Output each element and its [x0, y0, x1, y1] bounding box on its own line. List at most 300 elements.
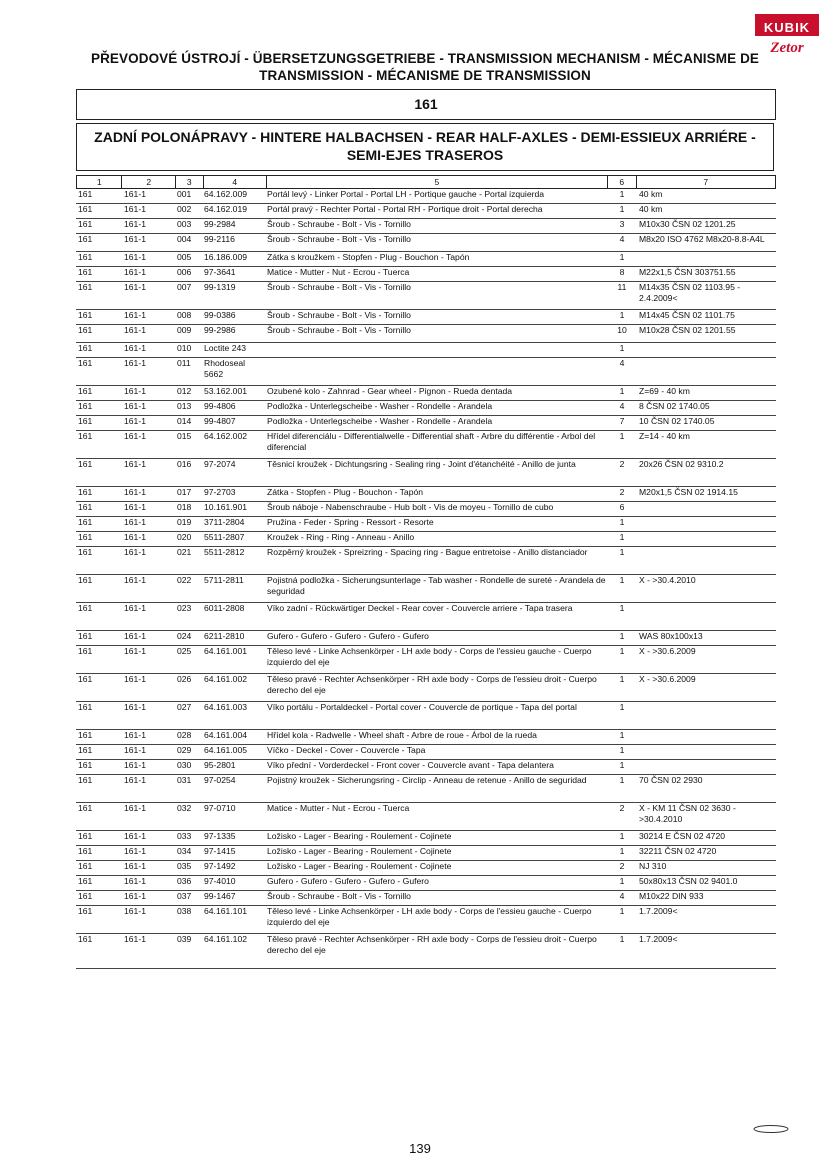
- table-row: [76, 876, 776, 891]
- table-cell-c2: 161-1: [124, 189, 146, 199]
- table-cell-c3: 012: [177, 386, 192, 396]
- table-cell-c4: 10.161.901: [204, 502, 248, 512]
- table-cell-c6: 1: [619, 431, 625, 441]
- table-cell-c3: 001: [177, 189, 192, 199]
- table-row: [76, 343, 776, 358]
- table-cell-c1: 161: [78, 267, 93, 277]
- table-cell-c1: 161: [78, 401, 93, 411]
- table-cell-c1: 161: [78, 386, 93, 396]
- table-cell-c1: 161: [78, 775, 93, 785]
- table-cell-c3: 029: [177, 745, 192, 755]
- table-cell-c1: 161: [78, 310, 93, 320]
- table-row: [76, 674, 776, 702]
- table-cell-c3: 022: [177, 575, 192, 585]
- table-cell-c7: 10 ČSN 02 1740.05: [639, 416, 715, 426]
- table-cell-c7: X - >30.4.2010: [639, 575, 696, 585]
- table-cell-c6: 4: [619, 358, 625, 368]
- table-cell-c2: 161-1: [124, 760, 146, 770]
- table-cell-c2: 161-1: [124, 876, 146, 886]
- table-cell-c4: 99-0386: [204, 310, 236, 320]
- table-cell-c4: 64.161.005: [204, 745, 248, 755]
- table-cell-c7: M10x30 ČSN 02 1201.25: [639, 219, 736, 229]
- table-cell-c4: 64.162.002: [204, 431, 248, 441]
- table-cell-c2: 161-1: [124, 358, 146, 368]
- table-cell-c6: 7: [619, 416, 625, 426]
- table-cell-c5: Pojistná podložka - Sicherungsunterlage - Tab washer - Rondelle de sureté - Arandela de seguridad: [267, 575, 606, 596]
- table-row: [76, 760, 776, 775]
- table-cell-c4: 99-1319: [204, 282, 236, 292]
- table-cell-c4: 99-2984: [204, 219, 236, 229]
- table-cell-c1: 161: [78, 702, 93, 712]
- table-cell-c7: Z=14 - 40 km: [639, 431, 690, 441]
- table-cell-c4: 64.161.003: [204, 702, 248, 712]
- logo-brand: KUBIK: [755, 14, 819, 36]
- table-cell-c5: Pojistný kroužek - Sicherungsring - Circlip - Anneau de retenue - Anillo de seguridad: [267, 775, 587, 785]
- table-cell-c2: 161-1: [124, 745, 146, 755]
- table-cell-c4: 99-1467: [204, 891, 236, 901]
- table-cell-c7: 8 ČSN 02 1740.05: [639, 401, 710, 411]
- table-cell-c5: Víko zadní - Rückwärtiger Deckel - Rear cover - Couvercle arriere - Tapa trasera: [267, 603, 573, 613]
- table-cell-c1: 161: [78, 846, 93, 856]
- table-cell-c1: 161: [78, 325, 93, 335]
- table-cell-c2: 161-1: [124, 325, 146, 335]
- table-cell-c7: 30214 E ČSN 02 4720: [639, 831, 726, 841]
- table-cell-c7: 32211 ČSN 02 4720: [639, 846, 717, 856]
- table-cell-c7: [636, 547, 776, 574]
- table-cell-c6: 1: [619, 343, 625, 353]
- table-cell-c7: [636, 252, 776, 266]
- table-cell-c7: 1.7.2009<: [639, 906, 678, 916]
- table-cell-c1: 161: [78, 502, 93, 512]
- table-cell-c2: 161-1: [124, 891, 146, 901]
- table-cell-c2: 161-1: [124, 204, 146, 214]
- table-cell-c4: 97-4010: [204, 876, 236, 886]
- table-cell-c5: Rozpěrný kroužek - Spreizring - Spacing ring - Bague entretoise - Anillo distanciador: [267, 547, 588, 557]
- table-cell-c6: 1: [619, 204, 625, 214]
- table-cell-c6: 1: [619, 831, 625, 841]
- table-cell-c2: 161-1: [124, 401, 146, 411]
- table-cell-c5: Kroužek - Ring - Ring - Anneau - Anillo: [267, 532, 415, 542]
- table-row: [76, 603, 776, 631]
- table-cell-c4: 16.186.009: [204, 252, 248, 262]
- table-cell-c7: [636, 603, 776, 630]
- table-cell-c3: 016: [177, 459, 192, 469]
- table-cell-c1: 161: [78, 603, 93, 613]
- table-cell-c3: 010: [177, 343, 192, 353]
- table-cell-c4: Rhodoseal 5662: [204, 358, 246, 379]
- table-cell-c2: 161-1: [124, 310, 146, 320]
- table-cell-c6: 4: [619, 401, 625, 411]
- table-cell-c5: Zátka - Stopfen - Plug - Bouchon - Tapón: [267, 487, 424, 497]
- table-row: [76, 547, 776, 575]
- table-cell-c6: 10: [617, 325, 627, 335]
- table-cell-c5: Šroub - Schraube - Bolt - Vis - Tornillo: [267, 891, 411, 901]
- table-cell-c4: 5511-2807: [204, 532, 245, 542]
- table-cell-c3: 025: [177, 646, 192, 656]
- table-cell-c3: 024: [177, 631, 192, 641]
- table-cell-c6: 1: [619, 646, 625, 656]
- table-cell-c2: 161-1: [124, 252, 146, 262]
- table-cell-c3: 006: [177, 267, 192, 277]
- table-cell-c2: 161-1: [124, 282, 146, 292]
- table-row: [76, 459, 776, 487]
- table-cell-c6: 1: [619, 846, 625, 856]
- table-cell-c2: 161-1: [124, 934, 146, 944]
- table-cell-c4: 64.161.101: [204, 906, 248, 916]
- table-cell-c1: 161: [78, 189, 93, 199]
- table-cell-c6: 1: [619, 934, 625, 944]
- table-row: [76, 487, 776, 502]
- page-title: PŘEVODOVÉ ÚSTROJÍ - ÜBERSETZUNGSGETRIEBE - TRANSMISSION MECHANISM - MÉCANISME DE TRANSMISSION - MÉCANISME DE TRANSMISSION: [90, 51, 760, 83]
- table-cell-c3: 037: [177, 891, 192, 901]
- table-cell-c1: 161: [78, 487, 93, 497]
- logo-sub: Zetor: [770, 40, 804, 56]
- col-header-1: 1: [77, 176, 122, 188]
- table-row: [76, 745, 776, 760]
- table-cell-c3: 033: [177, 831, 192, 841]
- table-row: [76, 401, 776, 416]
- table-cell-c2: 161-1: [124, 416, 146, 426]
- table-cell-c7: [636, 760, 776, 774]
- table-row: [76, 906, 776, 934]
- table-cell-c7: Z=69 - 40 km: [639, 386, 690, 396]
- table-cell-c2: 161-1: [124, 234, 146, 244]
- table-row: [76, 310, 776, 325]
- table-cell-c7: [636, 343, 776, 357]
- table-cell-c5: Portál levý - Linker Portal - Portal LH - Portique gauche - Portal izquierda: [267, 189, 545, 199]
- table-cell-c3: 031: [177, 775, 192, 785]
- table-cell-c4: 99-2986: [204, 325, 236, 335]
- table-cell-c6: 1: [619, 906, 625, 916]
- table-cell-c2: 161-1: [124, 906, 146, 916]
- table-cell-c7: X - >30.6.2009: [639, 646, 696, 656]
- table-cell-c1: 161: [78, 575, 93, 585]
- table-cell-c3: 002: [177, 204, 192, 214]
- table-cell-c3: 004: [177, 234, 192, 244]
- table-row: [76, 325, 776, 343]
- table-cell-c5: Matice - Mutter - Nut - Ecrou - Tuerca: [267, 803, 410, 813]
- table-cell-c2: 161-1: [124, 803, 146, 813]
- table-cell-c4: 99-2116: [204, 234, 235, 244]
- table-row: [76, 204, 776, 219]
- table-cell-c6: 1: [619, 760, 625, 770]
- table-row: [76, 631, 776, 646]
- table-cell-c5: Víčko - Deckel - Cover - Couvercle - Tapa: [267, 745, 426, 755]
- table-cell-c3: 020: [177, 532, 192, 542]
- table-cell-c6: 6: [619, 502, 625, 512]
- table-cell-c2: 161-1: [124, 431, 146, 441]
- table-cell-c6: 1: [619, 386, 625, 396]
- table-cell-c3: 008: [177, 310, 192, 320]
- table-row: [76, 189, 776, 204]
- table-cell-c1: 161: [78, 730, 93, 740]
- table-cell-c5: Zátka s kroužkem - Stopfen - Plug - Bouchon - Tapón: [267, 252, 470, 262]
- table-cell-c3: 038: [177, 906, 192, 916]
- table-cell-c2: 161-1: [124, 386, 146, 396]
- table-cell-c3: 028: [177, 730, 192, 740]
- table-cell-c2: 161-1: [124, 674, 146, 684]
- table-cell-c1: 161: [78, 876, 93, 886]
- table-cell-c6: 1: [619, 745, 625, 755]
- table-cell-c5: Pružina - Feder - Spring - Ressort - Resorte: [267, 517, 434, 527]
- table-cell-c5: Šroub - Schraube - Bolt - Vis - Tornillo: [267, 219, 411, 229]
- table-cell-c2: 161-1: [124, 702, 146, 712]
- table-cell-c5: Matice - Mutter - Nut - Ecrou - Tuerca: [267, 267, 410, 277]
- table-cell-c4: 97-0254: [204, 775, 236, 785]
- table-cell-c6: 1: [619, 730, 625, 740]
- table-row: [76, 517, 776, 532]
- table-row: [76, 532, 776, 547]
- table-cell-c4: 64.161.004: [204, 730, 248, 740]
- table-body: [76, 189, 776, 969]
- table-cell-c7: 40 km: [639, 204, 663, 214]
- table-header: [76, 175, 776, 189]
- table-cell-c4: 97-3641: [204, 267, 236, 277]
- table-row: [76, 846, 776, 861]
- table-cell-c7: X - KM 11 ČSN 02 3630 - >30.4.2010: [639, 803, 736, 824]
- table-cell-c5: Ložisko - Lager - Bearing - Roulement - Cojinete: [267, 846, 452, 856]
- table-cell-c2: 161-1: [124, 861, 146, 871]
- table-cell-c2: 161-1: [124, 646, 146, 656]
- table-cell-c5: Těleso levé - Linke Achsenkörper - LH axle body - Corps de l'essieu gauche - Cuerpo izquierdo del eje: [267, 906, 592, 927]
- table-cell-c4: 3711-2804: [204, 517, 245, 527]
- table-cell-c2: 161-1: [124, 517, 146, 527]
- table-cell-c6: 2: [619, 459, 625, 469]
- table-cell-c4: 5711-2811: [204, 575, 244, 585]
- table-cell-c1: 161: [78, 343, 93, 353]
- table-cell-c6: 1: [619, 547, 625, 557]
- table-row: [76, 775, 776, 803]
- table-row: [76, 891, 776, 906]
- table-row: [76, 831, 776, 846]
- table-cell-c2: 161-1: [124, 603, 146, 613]
- table-cell-c5: [264, 343, 608, 357]
- table-cell-c4: 64.161.002: [204, 674, 248, 684]
- table-row: [76, 267, 776, 282]
- table-cell-c1: 161: [78, 803, 93, 813]
- table-row: [76, 282, 776, 310]
- table-cell-c2: 161-1: [124, 459, 146, 469]
- table-cell-c6: 1: [619, 575, 625, 585]
- table-cell-c3: 003: [177, 219, 192, 229]
- table-cell-c4: 97-0710: [204, 803, 236, 813]
- table-cell-c5: Hřídel diferenciálu - Differentialwelle - Differential shaft - Arbre du différentie - Arbol del diferencial: [267, 431, 596, 452]
- table-cell-c7: WAS 80x100x13: [639, 631, 703, 641]
- table-cell-c6: 2: [619, 861, 625, 871]
- table-cell-c3: 039: [177, 934, 192, 944]
- table-cell-c6: 1: [619, 252, 625, 262]
- table-cell-c3: 014: [177, 416, 192, 426]
- table-cell-c5: Šroub - Schraube - Bolt - Vis - Tornillo: [267, 310, 411, 320]
- table-cell-c1: 161: [78, 861, 93, 871]
- table-cell-c7: [636, 702, 776, 729]
- table-row: [76, 934, 776, 969]
- table-cell-c4: 99-4806: [204, 401, 236, 411]
- table-cell-c6: 8: [619, 267, 625, 277]
- table-cell-c1: 161: [78, 547, 93, 557]
- table-cell-c3: 015: [177, 431, 192, 441]
- table-cell-c2: 161-1: [124, 267, 146, 277]
- table-cell-c4: 5511-2812: [204, 547, 245, 557]
- table-cell-c3: 011: [177, 358, 191, 368]
- table-cell-c7: M10x22 DIN 933: [639, 891, 704, 901]
- table-row: [76, 646, 776, 674]
- col-header-2: 2: [122, 176, 175, 188]
- table-cell-c7: 20x26 ČSN 02 9310.2: [639, 459, 724, 469]
- table-cell-c5: Šroub náboje - Nabenschraube - Hub bolt - Vis de moyeu - Tornillo de cubo: [267, 502, 554, 512]
- table-cell-c5: Víko přední - Vorderdeckel - Front cover - Couvercle avant - Tapa delantera: [267, 760, 554, 770]
- table-cell-c7: 1.7.2009<: [639, 934, 678, 944]
- table-cell-c4: 99-4807: [204, 416, 236, 426]
- section-number: 161: [76, 89, 776, 120]
- table-cell-c5: Šroub - Schraube - Bolt - Vis - Tornillo: [267, 234, 411, 244]
- table-cell-c5: Šroub - Schraube - Bolt - Vis - Tornillo: [267, 282, 411, 292]
- col-header-3: 3: [176, 176, 204, 188]
- table-cell-c7: M20x1,5 ČSN 02 1914.15: [639, 487, 738, 497]
- table-cell-c5: Těleso pravé - Rechter Achsenkörper - RH axle body - Corps de l'essieu droit - Cuerpo derecho del eje: [267, 674, 597, 695]
- table-cell-c5: Hřídel kola - Radwelle - Wheel shaft - Arbre de roue - Árbol de la rueda: [267, 730, 537, 740]
- table-cell-c6: 1: [619, 310, 625, 320]
- table-cell-c2: 161-1: [124, 502, 146, 512]
- table-cell-c1: 161: [78, 831, 93, 841]
- table-cell-c4: 64.161.001: [204, 646, 248, 656]
- table-cell-c2: 161-1: [124, 343, 146, 353]
- table-cell-c7: [636, 517, 776, 531]
- table-cell-c7: M8x20 ISO 4762 M8x20-8.8-A4L: [639, 234, 765, 244]
- col-header-5: 5: [267, 176, 608, 188]
- table-cell-c5: Ložisko - Lager - Bearing - Roulement - Cojinete: [267, 831, 452, 841]
- table-cell-c4: 64.161.102: [204, 934, 248, 944]
- table-cell-c2: 161-1: [124, 846, 146, 856]
- table-cell-c7: M14x45 ČSN 02 1101.75: [639, 310, 735, 320]
- table-cell-c7: [636, 358, 776, 385]
- table-cell-c4: 97-2074: [204, 459, 236, 469]
- table-cell-c1: 161: [78, 204, 93, 214]
- table-cell-c4: 95-2801: [204, 760, 236, 770]
- table-cell-c6: 1: [619, 674, 625, 684]
- table-cell-c6: 1: [619, 517, 625, 527]
- table-cell-c1: 161: [78, 517, 93, 527]
- table-cell-c1: 161: [78, 234, 93, 244]
- table-cell-c5: Gufero - Gufero - Gufero - Gufero - Gufero: [267, 631, 429, 641]
- table-cell-c1: 161: [78, 934, 93, 944]
- table-cell-c6: 1: [619, 876, 625, 886]
- table-row: [76, 252, 776, 267]
- table-cell-c3: 005: [177, 252, 192, 262]
- table-cell-c6: 2: [619, 803, 625, 813]
- table-cell-c3: 035: [177, 861, 192, 871]
- table-cell-c3: 027: [177, 702, 192, 712]
- table-cell-c1: 161: [78, 760, 93, 770]
- table-row: [76, 730, 776, 745]
- table-cell-c7: M14x35 ČSN 02 1103.95 - 2.4.2009<: [639, 282, 741, 303]
- table-row: [76, 575, 776, 603]
- table-cell-c4: 64.162.009: [204, 189, 248, 199]
- table-cell-c5: Šroub - Schraube - Bolt - Vis - Tornillo: [267, 325, 411, 335]
- table-cell-c3: 030: [177, 760, 192, 770]
- table-cell-c7: M22x1,5 ČSN 303751.55: [639, 267, 736, 277]
- table-cell-c2: 161-1: [124, 730, 146, 740]
- table-cell-c3: 034: [177, 846, 192, 856]
- table-cell-c3: 036: [177, 876, 192, 886]
- table-cell-c2: 161-1: [124, 575, 146, 585]
- table-row: [76, 416, 776, 431]
- table-row: [76, 386, 776, 401]
- table-cell-c6: 1: [619, 189, 625, 199]
- table-row: [76, 219, 776, 234]
- col-header-4: 4: [204, 176, 267, 188]
- page-number: 139: [409, 1141, 431, 1156]
- col-header-6: 6: [608, 176, 637, 188]
- table-cell-c2: 161-1: [124, 219, 146, 229]
- table-cell-c6: 11: [617, 282, 627, 292]
- footer-logo-mark: [752, 1124, 790, 1134]
- table-cell-c1: 161: [78, 906, 93, 916]
- table-cell-c4: 97-1335: [204, 831, 236, 841]
- table-cell-c2: 161-1: [124, 532, 146, 542]
- table-cell-c3: 032: [177, 803, 192, 813]
- table-cell-c6: 1: [619, 532, 625, 542]
- table-cell-c3: 007: [177, 282, 192, 292]
- table-cell-c3: 018: [177, 502, 192, 512]
- table-cell-c1: 161: [78, 416, 93, 426]
- table-cell-c5: Ložisko - Lager - Bearing - Roulement - Cojinete: [267, 861, 452, 871]
- table-cell-c6: 4: [619, 891, 625, 901]
- table-cell-c1: 161: [78, 631, 93, 641]
- table-cell-c6: 1: [619, 631, 625, 641]
- table-cell-c5: Podložka - Unterlegscheibe - Washer - Rondelle - Arandela: [267, 401, 493, 411]
- table-cell-c2: 161-1: [124, 831, 146, 841]
- table-cell-c1: 161: [78, 646, 93, 656]
- table-row: [76, 702, 776, 730]
- table-cell-c5: Víko portálu - Portaldeckel - Portal cover - Couvercle de portique - Tapa del portal: [267, 702, 577, 712]
- table-row: [76, 358, 776, 386]
- table-cell-c4: 6011-2808: [204, 603, 245, 613]
- table-cell-c7: 70 ČSN 02 2930: [639, 775, 703, 785]
- table-cell-c1: 161: [78, 431, 93, 441]
- table-cell-c7: X - >30.6.2009: [639, 674, 696, 684]
- table-cell-c6: 3: [619, 219, 625, 229]
- table-cell-c4: 97-1415: [204, 846, 236, 856]
- table-cell-c3: 013: [177, 401, 192, 411]
- table-cell-c6: 4: [619, 234, 625, 244]
- table-cell-c1: 161: [78, 219, 93, 229]
- table-cell-c4: Loctite 243: [204, 343, 247, 353]
- table-cell-c1: 161: [78, 891, 93, 901]
- group-title: ZADNÍ POLONÁPRAVY - HINTERE HALBACHSEN - REAR HALF-AXLES - DEMI-ESSIEUX ARRIÉRE - SEMI-EJES TRASEROS: [76, 123, 774, 171]
- table-cell-c4: 6211-2810: [204, 631, 245, 641]
- table-cell-c3: 017: [177, 487, 192, 497]
- table-cell-c4: 53.162.001: [204, 386, 248, 396]
- table-cell-c4: 97-1492: [204, 861, 236, 871]
- table-cell-c6: 1: [619, 702, 625, 712]
- table-cell-c1: 161: [78, 358, 93, 368]
- table-cell-c7: [636, 745, 776, 759]
- table-cell-c7: 40 km: [639, 189, 663, 199]
- table-cell-c3: 026: [177, 674, 192, 684]
- table-cell-c5: Gufero - Gufero - Gufero - Gufero - Gufero: [267, 876, 429, 886]
- table-cell-c5: Podložka - Unterlegscheibe - Washer - Rondelle - Arandela: [267, 416, 493, 426]
- table-cell-c5: Ozubené kolo - Zahnrad - Gear wheel - Pignon - Rueda dentada: [267, 386, 513, 396]
- table-cell-c7: 50x80x13 ČSN 02 9401.0: [639, 876, 738, 886]
- table-cell-c2: 161-1: [124, 487, 146, 497]
- table-cell-c1: 161: [78, 532, 93, 542]
- table-cell-c1: 161: [78, 252, 93, 262]
- table-cell-c6: 1: [619, 775, 625, 785]
- table-cell-c1: 161: [78, 674, 93, 684]
- table-cell-c5: Těsnicí kroužek - Dichtungsring - Sealing ring - Joint d'étanchéité - Anillo de junta: [267, 459, 576, 469]
- table-cell-c3: 023: [177, 603, 192, 613]
